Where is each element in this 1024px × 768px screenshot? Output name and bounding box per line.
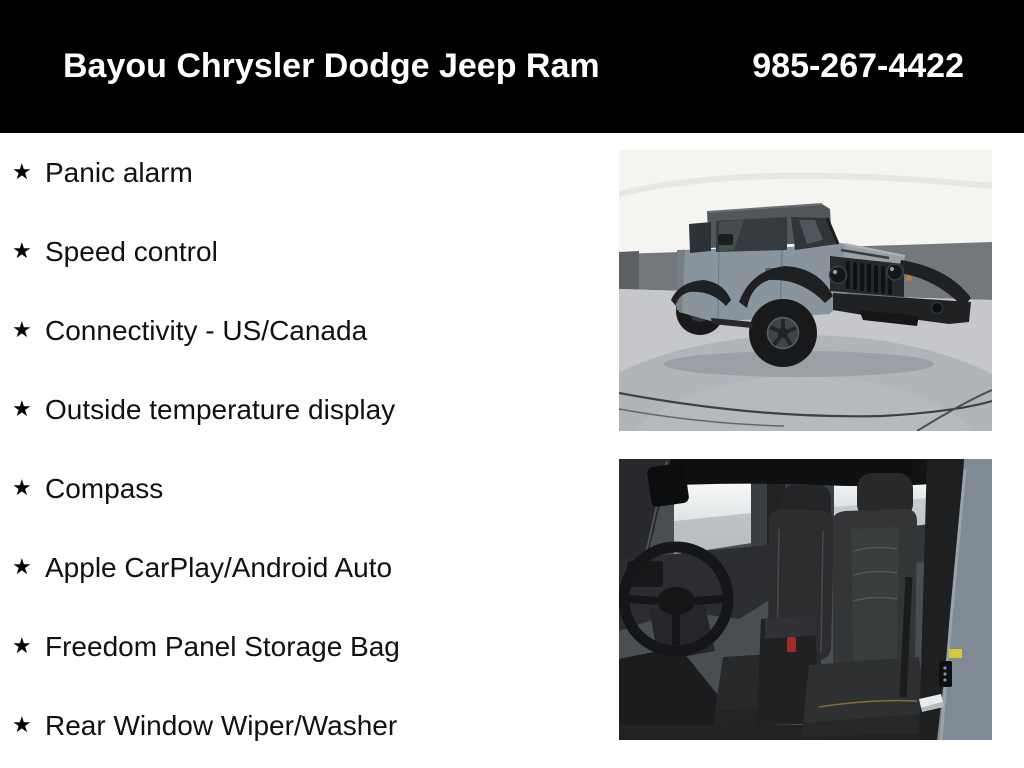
- star-icon: ★: [12, 237, 32, 263]
- feature-item: [12, 212, 400, 291]
- feature-item: [12, 528, 400, 607]
- feature-item: [12, 686, 400, 765]
- star-icon: ★: [12, 711, 32, 737]
- exterior-photo-art: [619, 150, 992, 431]
- star-icon: ★: [12, 553, 32, 579]
- vehicle-interior-photo: [619, 459, 992, 740]
- feature-item: [12, 291, 400, 370]
- feature-label: Rear Window Wiper/Washer: [45, 709, 398, 741]
- star-icon: ★: [12, 316, 32, 342]
- header-bar: [0, 0, 1024, 133]
- star-icon: ★: [12, 395, 32, 421]
- dealer-phone: 985-267-4422: [752, 47, 964, 85]
- feature-item: [12, 607, 400, 686]
- feature-label: Panic alarm: [45, 156, 193, 188]
- feature-list: [12, 133, 400, 765]
- feature-item: [12, 370, 400, 449]
- feature-item: [12, 449, 400, 528]
- star-icon: ★: [12, 632, 32, 658]
- feature-label: Apple CarPlay/Android Auto: [45, 551, 393, 583]
- feature-label: Outside temperature display: [45, 393, 396, 425]
- vehicle-exterior-photo: [619, 150, 992, 431]
- feature-item: [12, 133, 400, 212]
- star-icon: ★: [12, 474, 32, 500]
- feature-label: Freedom Panel Storage Bag: [45, 630, 400, 662]
- dealer-name: Bayou Chrysler Dodge Jeep Ram: [63, 47, 600, 85]
- interior-photo-art: [619, 459, 992, 740]
- feature-label: Connectivity - US/Canada: [45, 314, 368, 346]
- star-icon: ★: [12, 158, 32, 184]
- feature-label: Speed control: [45, 235, 218, 267]
- feature-label: Compass: [45, 472, 164, 504]
